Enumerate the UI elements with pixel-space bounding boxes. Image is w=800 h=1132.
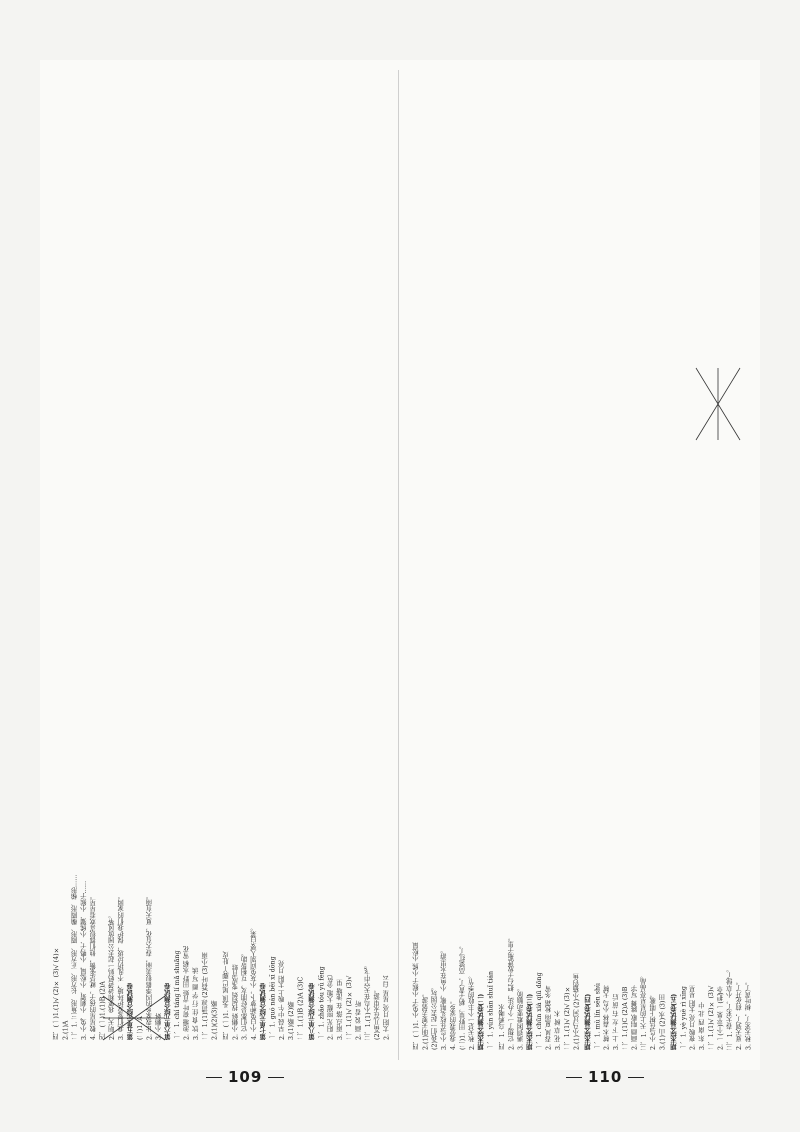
answer-line: 3. 东 南 西 北 中 bbox=[698, 1002, 706, 1050]
page-fold-divider bbox=[398, 70, 399, 1060]
answer-line: 2. 秋天是一个丰收的季节。 bbox=[468, 972, 476, 1050]
answer-line: 2. 画画 唱歌 跳舞 写字 bbox=[631, 985, 639, 1050]
answer-line: 2. 夏天到了，荷花开了。 bbox=[736, 978, 744, 1050]
answer-line: 2. 它想了一个办法，把石子放进瓶子里。 bbox=[508, 934, 516, 1050]
answer-line: 二、1. 三角形、长方形、正方形、圆形、椭圆形、梯形…… bbox=[71, 874, 79, 1040]
answer-line: 一、1. yè yuè rì xīnɡ bbox=[680, 986, 688, 1050]
answer-line: 三、1.(1)小鸟在天空中飞。 bbox=[364, 962, 372, 1040]
answer-line: (二)1. 田野里，稻子黄了，高粱红了。 bbox=[459, 942, 467, 1050]
answer-line: 3. 花 草 树 木 bbox=[554, 1010, 562, 1050]
answer-line: (二)1. A bbox=[137, 1016, 144, 1040]
answer-column bbox=[498, 90, 580, 1050]
answer-line: 3. 我们要爱护环境，不乱扔垃圾，保护我们的家园。 bbox=[118, 893, 126, 1040]
answer-line: 三、1. 天上的星星亮晶晶。 bbox=[640, 972, 648, 1050]
answer-line: 3. 它们都是好朋友，互相帮助。 bbox=[241, 950, 249, 1040]
answer-column bbox=[412, 90, 494, 1050]
answer-line: 四、1. 乌鸦喝水 bbox=[499, 1004, 506, 1050]
answer-line: 一、1. chí tánɡ lí mǎ shuānɡ bbox=[174, 950, 182, 1040]
answer-line: 2. 一(个)苹果 一(把)伞 bbox=[717, 986, 725, 1050]
answer-line: 3.(1)山 (2)水 (3)田 bbox=[659, 994, 666, 1050]
answer-line: 2. 画 说 看 听 bbox=[355, 1000, 363, 1040]
answer-line: 2. 池塘 荷叶 青蛙 田野 水稻 雪花 bbox=[183, 946, 191, 1040]
answer-line: 期末综合测试卷(四) bbox=[585, 993, 592, 1050]
answer-line: 3.(1)略 (2)略 bbox=[288, 1001, 296, 1040]
page-number-left: 109 bbox=[200, 1068, 290, 1086]
answer-line: 第五单元综合测试卷 bbox=[127, 983, 134, 1040]
answer-line: 第六单元综合测试卷 bbox=[164, 983, 172, 1040]
matching-lines-diagram bbox=[95, 990, 175, 1050]
answer-line: 第七单元综合测试卷 bbox=[260, 983, 268, 1040]
answer-line: 四、(一)1.(1)√ (2)× (3)√ (4)× bbox=[53, 946, 60, 1040]
answer-line: 2. 让我家乡的四季都很美丽，春天有花，夏天有雨。 bbox=[146, 893, 154, 1040]
answer-column bbox=[308, 120, 390, 1040]
answer-line: 期末综合测试卷(五) bbox=[671, 993, 678, 1050]
answer-line: 3. 饮 食 住 行 学 画 写 读 bbox=[192, 967, 200, 1040]
answer-line: 4. 数星星的孩子，就是张衡，他们都很喜欢看星星。 bbox=[90, 893, 98, 1040]
answer-line: 四、(一)1. 小兔子 小猴子 小熊 小松鼠 bbox=[413, 942, 420, 1050]
answer-line: 2. 夜晚 月亮 太阳 星星 bbox=[689, 985, 697, 1050]
answer-line: 四、(一)1.(1)B (2)A bbox=[99, 981, 107, 1040]
answer-line: 一、1. chūn xià qiū dōnɡ bbox=[536, 972, 544, 1050]
answer-column bbox=[222, 120, 304, 1040]
answer-line: 期末综合测试卷(三) bbox=[526, 993, 534, 1050]
answer-line: 2. 树木 森林 小鸟 大树 bbox=[603, 985, 611, 1050]
answer-line: 4. 小白兔种萝卜，小灰兔向别人要白菜。 bbox=[250, 924, 258, 1040]
answer-line: 3. 雨点 落 在 池塘 里 bbox=[336, 979, 344, 1040]
answer-line: 一、1. ɡuó nán běi xī dōnɡ bbox=[269, 956, 277, 1040]
answer-line: 四、(一)1. 头顶 尾巴 脚丫 肚皮 bbox=[223, 951, 230, 1040]
answer-line: 2.(1)(2)(3)略 bbox=[211, 1000, 218, 1040]
answer-column bbox=[52, 120, 134, 1040]
answer-line: 2. 小鸟在树上唱歌。 bbox=[650, 991, 658, 1050]
answer-line: 2.(1)A bbox=[62, 1020, 70, 1040]
answer-line: 三、1. 春天来了，小草绿了。 bbox=[726, 966, 734, 1050]
answer-line: 3. 小鸟在枝头唱歌，小鱼在水里游。 bbox=[440, 947, 448, 1050]
answer-line: 2.(1)明天要去郊游。 bbox=[422, 990, 430, 1050]
answer-line: 第八单元综合测试卷 bbox=[309, 983, 316, 1040]
answer-line: 一、1. mù lín sēn shù bbox=[594, 982, 602, 1050]
answer-line: 2. 阳光 照耀 大地 金色 bbox=[327, 975, 335, 1040]
answer-line: 一、1. yún shān shuǐ tián bbox=[487, 970, 494, 1050]
answer-line: 4. 我爱我的家乡。 bbox=[450, 997, 458, 1050]
answer-line: 3. 遇到困难要动脑筋。 bbox=[517, 985, 525, 1050]
answer-line: 2. 早晨 中午 晚上 太阳 月亮 bbox=[278, 960, 286, 1040]
answer-line: 2. 小蝌蚪 找妈妈 变成青蛙 bbox=[232, 964, 240, 1040]
answer-line: 二、1.(1)B (2)A (3)C bbox=[297, 976, 304, 1040]
answer-column bbox=[136, 120, 218, 1040]
answer-column bbox=[670, 90, 752, 1050]
page-number-right: 110 bbox=[560, 1068, 650, 1086]
answer-line: 二、1.(1)清凉 (2)荷叶 (3)小雨 bbox=[202, 952, 210, 1040]
answer-line: 二、1.(1)√ (2)× (3)√ bbox=[708, 985, 716, 1050]
answer-line: (2)我们一起去公园玩。 bbox=[431, 984, 439, 1050]
answer-line: 3. 小蝌蚪 bbox=[155, 1013, 163, 1040]
answer-line: 期末综合测试卷(二) bbox=[478, 993, 486, 1050]
answer-line: 二、1.(1)√ (2)× (3)√ bbox=[346, 975, 354, 1040]
answer-line: 2.(1)小马过河 (2)小猫钓鱼 bbox=[573, 973, 580, 1050]
answer-line: 3. 秋天来了，树叶黄了。 bbox=[745, 978, 752, 1050]
answer-column bbox=[584, 90, 666, 1050]
answer-line: 2. 明天，我要和爸爸妈妈一起去公园放风筝。 bbox=[108, 912, 116, 1040]
answer-line: 一、1. zhǎo tóu yǔ fēnɡ bbox=[318, 966, 326, 1040]
matching-lines-diagram bbox=[690, 360, 750, 450]
answer-line: (2)鱼儿在水里游。 bbox=[374, 986, 382, 1040]
answer-line: 2. 春风 夏雨 秋霜 冬雪 bbox=[545, 985, 553, 1050]
answer-line: 二、1.(1)√ (2)√ (3)× bbox=[564, 985, 572, 1050]
answer-line: 2. 太阳 月亮 星星 白云 bbox=[383, 975, 390, 1040]
answer-line: 3. 小兔、小刺猬、小松鼠、小鸭子、小熊猫、小猴子…… bbox=[80, 880, 88, 1040]
answer-line: 二、1.(1)C (2)A (3)B bbox=[622, 986, 630, 1050]
answer-line: 3. 上 下 左 右 前 后 bbox=[612, 994, 620, 1050]
